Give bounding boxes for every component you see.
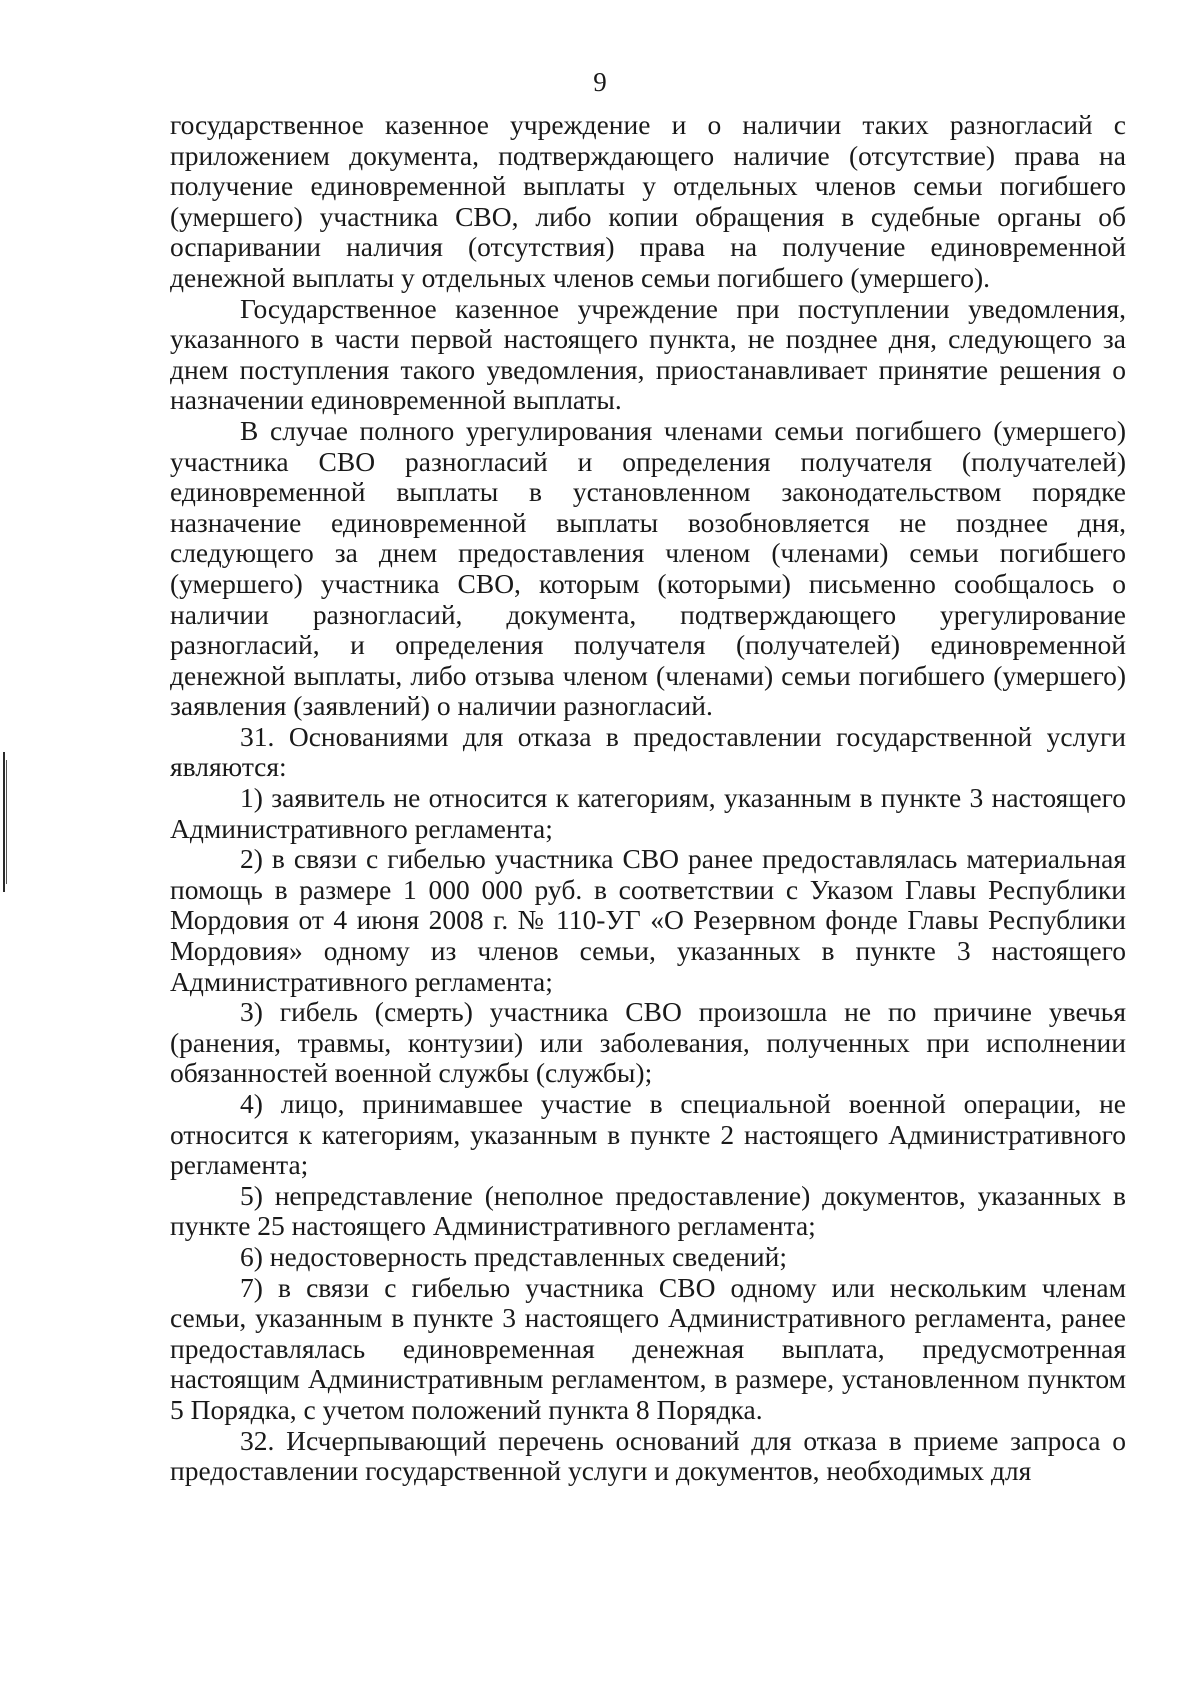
list-item: 7) в связи с гибелью участника СВО одному или нескольким членам семьи, указанным в пункте 3 настоящего Административного регламента, ранее предоставлялась единовременная денежная выплата, предусмотренная настоящим Административным регламентом, в размере, установленном пунктом 5 Порядка, с учетом положений пункта 8 Порядка. [170, 1271, 1126, 1425]
list-item: 5) непредставление (неполное предоставление) документов, указанных в пункте 25 настоящего Административного регламента; [170, 1179, 1126, 1242]
list-item: 4) лицо, принимавшее участие в специальной военной операции, не относится к категориям, указанным в пункте 2 настоящего Административного регламента; [170, 1088, 1126, 1181]
paragraph: государственное казенное учреждение и о наличии таких разногласий с приложением документа, подтверждающего наличие (отсутствие) права на получение единовременной выплаты у отдельных членов семьи погибшего (умершего) участника СВО, либо копии обращения в судебные органы об оспаривании наличия (отсутствия) права на получение единовременной денежной выплаты у отдельных членов семьи погибшего (умершего). [170, 109, 1126, 293]
section-heading-paragraph: 31. Основаниями для отказа в предоставлении государственной услуги являются: [170, 720, 1126, 783]
list-item: 1) заявитель не относится к категориям, указанным в пункте 3 настоящего Административного регламента; [170, 782, 1126, 844]
paragraph: В случае полного урегулирования членами семьи погибшего (умершего) участника СВО разногласий и определения получателя (получателей) единовременной выплаты в установленном законодательством порядке назначение единовременной выплаты возобновляется не позднее дня, следующего за днем предоставления членом (членами) семьи погибшего (умершего) участника СВО, которым (которыми) письменно сообщалось о наличии разногласий, документа, подтверждающего урегулирование разногласий, и определения получателя (получателей) единовременной денежной выплаты, либо отзыва членом (членами) семьи погибшего (умершего) заявления (заявлений) о наличии разногласий. [170, 414, 1126, 722]
scan-margin-mark-thin [6, 760, 7, 884]
list-item: 2) в связи с гибелью участника СВО ранее предоставлялась материальная помощь в размере 1 000 000 руб. в соответствии с Указом Главы Республики Мордовия от 4 июня 2008 г. № 110-УГ «О Резервном фонде Главы Республики Мордовия» одному из членов семьи, указанных в пункте 3 настоящего Административного регламента; [170, 843, 1126, 997]
list-item: 6) недостоверность представленных сведений; [240, 1240, 787, 1272]
section-heading-paragraph: 32. Исчерпывающий перечень оснований для отказа в приеме запроса о предоставлении государственной услуги и документов, необходимых для [170, 1424, 1126, 1487]
paragraph: Государственное казенное учреждение при поступлении уведомления, указанного в части первой настоящего пункта, не позднее дня, следующего за днем поступления такого уведомления, приостанавливает принятие решения о назначении единовременной выплаты. [170, 292, 1126, 416]
document-body [170, 110, 1126, 1487]
page-number: 9 [593, 67, 607, 97]
list-item: 3) гибель (смерть) участника СВО произошла не по причине увечья (ранения, травмы, контузии) или заболевания, полученных при исполнении обязанностей военной службы (службы); [170, 996, 1126, 1089]
scan-margin-mark [3, 752, 5, 892]
